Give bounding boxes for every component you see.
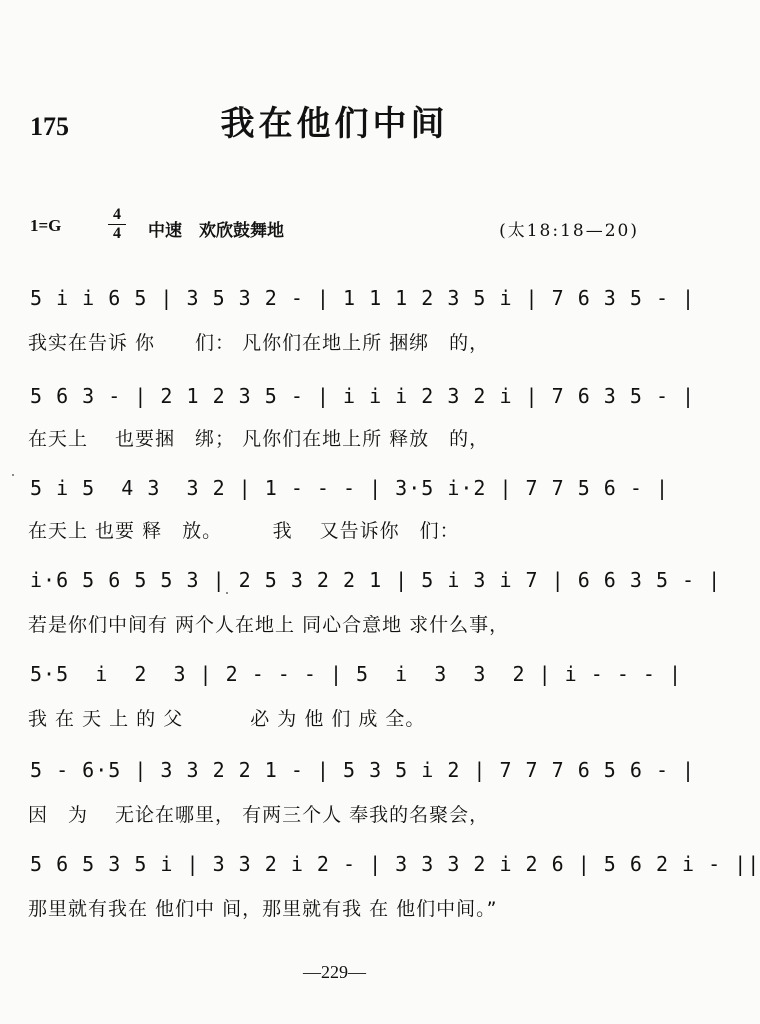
page-number: —229— (303, 962, 366, 982)
tempo-marking: 中速 欢欣鼓舞地 (148, 221, 284, 241)
hymn-number: 175 (30, 112, 69, 141)
lyric-line-5: 我 在 天 上 的 父 必 为 他 们 成 全。 (28, 708, 426, 730)
time-signature-bottom: 4 (113, 225, 121, 242)
notation-line-4: i·6 5 6 5 5 3 | 2 5 3 2 2 1 | 5 i 3 i 7 | 6 6 3 5 - | (30, 568, 722, 592)
time-signature-top: 4 (108, 206, 126, 225)
notation-line-3: 5 i 5 4 3 3 2 | 1 - - - | 3·5 i·2 | 7 7 5 6 - | (30, 476, 670, 500)
lyric-line-1: 我实在告诉 你 们： 凡你们在地上所 捆绑 的， (28, 332, 490, 354)
lyric-line-7: 那里就有我在 他们中 间，那里就有我 在 他们中间。” (28, 898, 498, 920)
hymn-title: 我在他们中间 (220, 104, 449, 144)
key-signature: 1=G (30, 216, 62, 235)
stray-ink-dot (12, 474, 14, 476)
scripture-reference: (太18:18—20) (499, 221, 639, 241)
notation-line-2: 5 6 3 - | 2 1 2 3 5 - | i i i 2 3 2 i | 7 6 3 5 - | (30, 384, 696, 408)
notation-line-1: 5 i i 6 5 | 3 5 3 2 - | 1 1 1 2 3 5 i | 7 6 3 5 - | (30, 286, 696, 310)
notation-line-5: 5·5 i 2 3 | 2 - - - | 5 i 3 3 2 | i - - - | (30, 662, 683, 686)
notation-line-6: 5 - 6·5 | 3 3 2 2 1 - | 5 3 5 i 2 | 7 7 7 6 5 6 - | (30, 758, 696, 782)
time-signature (108, 206, 126, 243)
lyric-line-6: 因 为 无论在哪里， 有两三个人 奉我的名聚会， (28, 804, 490, 826)
lyric-line-2: 在天上 也要捆 绑； 凡你们在地上所 释放 的， (28, 428, 490, 450)
notation-line-7: 5 6 5 3 5 i | 3 3 2 i 2 - | 3 3 3 2 i 2 6 | 5 6 2 i - || (30, 852, 760, 876)
stray-ink-dot (226, 592, 228, 594)
lyric-line-4: 若是你们中间有 两个人在地上 同心合意地 求什么事， (28, 614, 510, 636)
lyric-line-3: 在天上 也要 释 放。 我 又告诉你 们： (28, 520, 460, 542)
hymn-meta (30, 206, 639, 248)
